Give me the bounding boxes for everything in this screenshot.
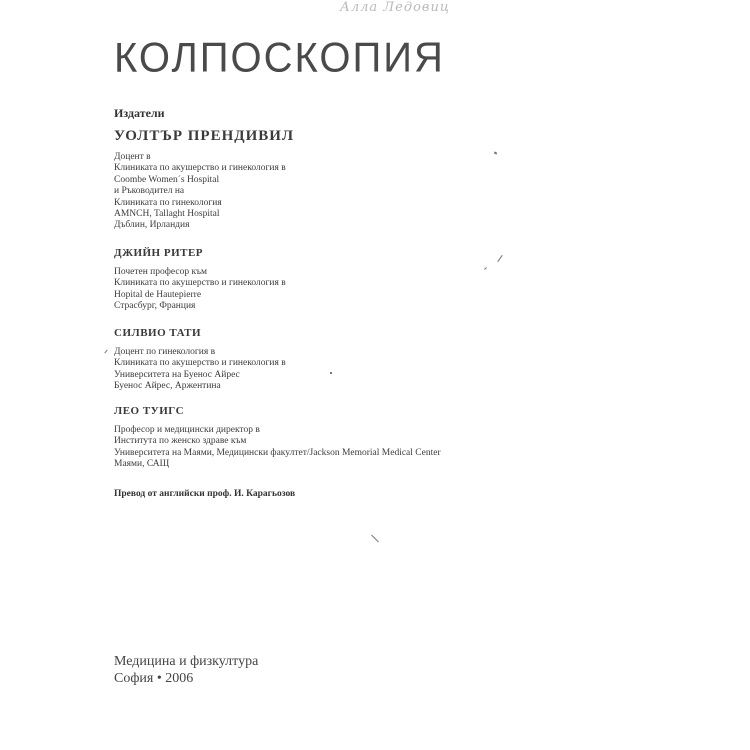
book-title: КОЛПОСКОПИЯ <box>114 34 445 82</box>
affiliation-line: AMNCH, Tallaght Hospital <box>114 209 220 220</box>
translation-credit: Превод от английски проф. И. Карагьозов <box>114 489 296 499</box>
affiliation-line: Доцент в <box>114 152 151 162</box>
affiliation-line: Маями, САЩ <box>114 459 170 470</box>
affiliation-line: Професор и медицински директор в <box>114 425 260 435</box>
author-name: СИЛВИО ТАТИ <box>114 327 202 339</box>
editors-label: Издатели <box>114 106 165 120</box>
author-name: ДЖИЙН РИТЕР <box>114 247 204 259</box>
author-affiliation <box>114 152 294 232</box>
scan-speck <box>330 372 332 374</box>
affiliation-line: Клиниката по акушерство и гинекология в <box>114 358 286 369</box>
scan-speck <box>497 255 502 262</box>
author-affiliation <box>114 425 441 471</box>
author-name: ЛЕО ТУИГС <box>114 405 185 417</box>
handwritten-note: Алла Ледовиц <box>340 0 450 15</box>
affiliation-line: Доцент по гинекология в <box>114 347 216 357</box>
affiliation-line: Страсбург, Франция <box>114 301 196 312</box>
affiliation-line: Университета на Буенос Айрес <box>114 369 240 380</box>
author-name: УОЛТЪР ПРЕНДИВИЛ <box>114 128 295 144</box>
author-affiliation <box>114 347 286 393</box>
publisher-name: Медицина и физкултура <box>114 654 259 669</box>
scan-speck <box>104 350 107 354</box>
affiliation-line: Hopital de Hautepierre <box>114 289 202 300</box>
author-affiliation <box>114 267 286 313</box>
affiliation-line: Клиниката по гинекология <box>114 197 222 208</box>
publisher-city-year: София • 2006 <box>114 671 194 686</box>
affiliation-line: Клиниката по акушерство и гинекология в <box>114 163 286 174</box>
author-block <box>114 405 441 471</box>
affiliation-line: Клиниката по акушерство и гинекология в <box>114 278 286 289</box>
scan-speck <box>484 267 487 270</box>
scan-speck <box>494 151 498 154</box>
affiliation-line: и Ръководител на <box>114 186 185 197</box>
publisher-block <box>114 653 258 687</box>
affiliation-line: Почетен професор към <box>114 267 208 277</box>
affiliation-line: Буенос Айрес, Аржентина <box>114 381 221 392</box>
author-block <box>114 128 294 232</box>
affiliation-line: Университета на Маями, Медицински факултет/Jackson Memorial Medical Center <box>114 447 441 458</box>
affiliation-line: Института по женско здраве към <box>114 436 247 447</box>
author-block <box>114 327 286 393</box>
affiliation-line: Дъблин, Ирландия <box>114 220 190 231</box>
affiliation-line: Coombe Women´s Hospital <box>114 174 220 185</box>
author-block <box>114 247 286 313</box>
scan-speck <box>371 535 379 543</box>
